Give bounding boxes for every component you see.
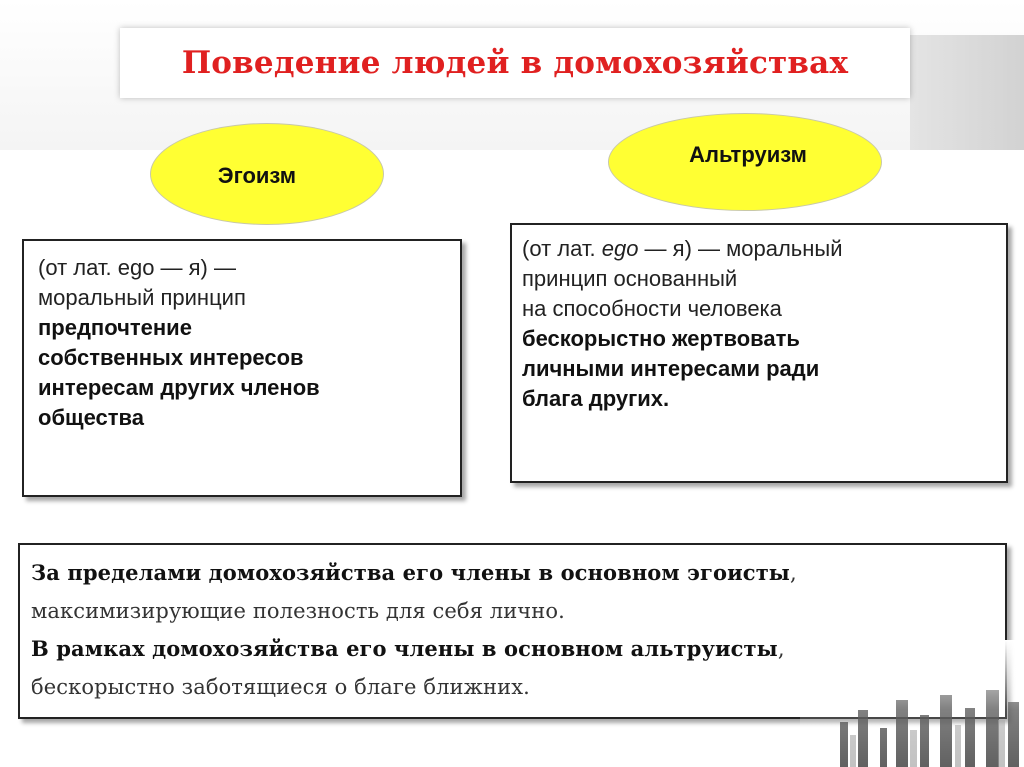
page-title: Поведение людей в домохозяйствах (181, 45, 849, 81)
summary-line: максимизирующие полезность для себя лично. (31, 598, 565, 623)
business-people-silhouettes-icon (800, 640, 1024, 767)
top-right-gray-panel (910, 35, 1024, 150)
egoism-def-line-bold: предпочтение (38, 315, 192, 340)
egoism-ellipse (150, 123, 384, 225)
altruism-def-prefix: (от лат. (522, 236, 602, 261)
altruism-def-line: принцип основанный (522, 266, 738, 291)
altruism-definition-box (510, 223, 1008, 483)
altruism-def-line-bold: личными интересами ради (522, 356, 820, 381)
egoism-def-line: моральный принцип (38, 285, 246, 310)
altruism-def-ego-word: ego (601, 236, 639, 261)
summary-tail: , (789, 561, 797, 585)
egoism-label: Эгоизм (217, 163, 297, 188)
summary-bold-text: За пределами домохозяйства его члены в основном эгоисты (31, 560, 790, 585)
altruism-def-line: на способности человека (522, 296, 782, 321)
summary-line (31, 554, 995, 593)
egoism-def-line-bold: общества (38, 405, 145, 430)
altruism-ellipse (608, 113, 882, 211)
egoism-def-line-bold: интересам других членов (38, 375, 320, 400)
altruism-def-line-bold: блага других. (522, 386, 670, 411)
summary-tail: , (777, 637, 785, 661)
altruism-def-line (522, 234, 996, 264)
summary-bold-text: В рамках домохозяйства его члены в основном альтруисты (31, 636, 778, 661)
altruism-def-suffix: — я) — моральный (638, 236, 843, 261)
egoism-definition-box (22, 239, 462, 497)
summary-line: бескорыстно заботящиеся о благе ближних. (31, 674, 530, 699)
egoism-def-line: (от лат. ego — я) — (38, 255, 236, 280)
altruism-def-line-bold: бескорыстно жертвовать (522, 326, 800, 351)
title-box (120, 28, 910, 98)
altruism-label: Альтруизм (689, 142, 807, 167)
egoism-def-line-bold: собственных интересов (38, 345, 304, 370)
